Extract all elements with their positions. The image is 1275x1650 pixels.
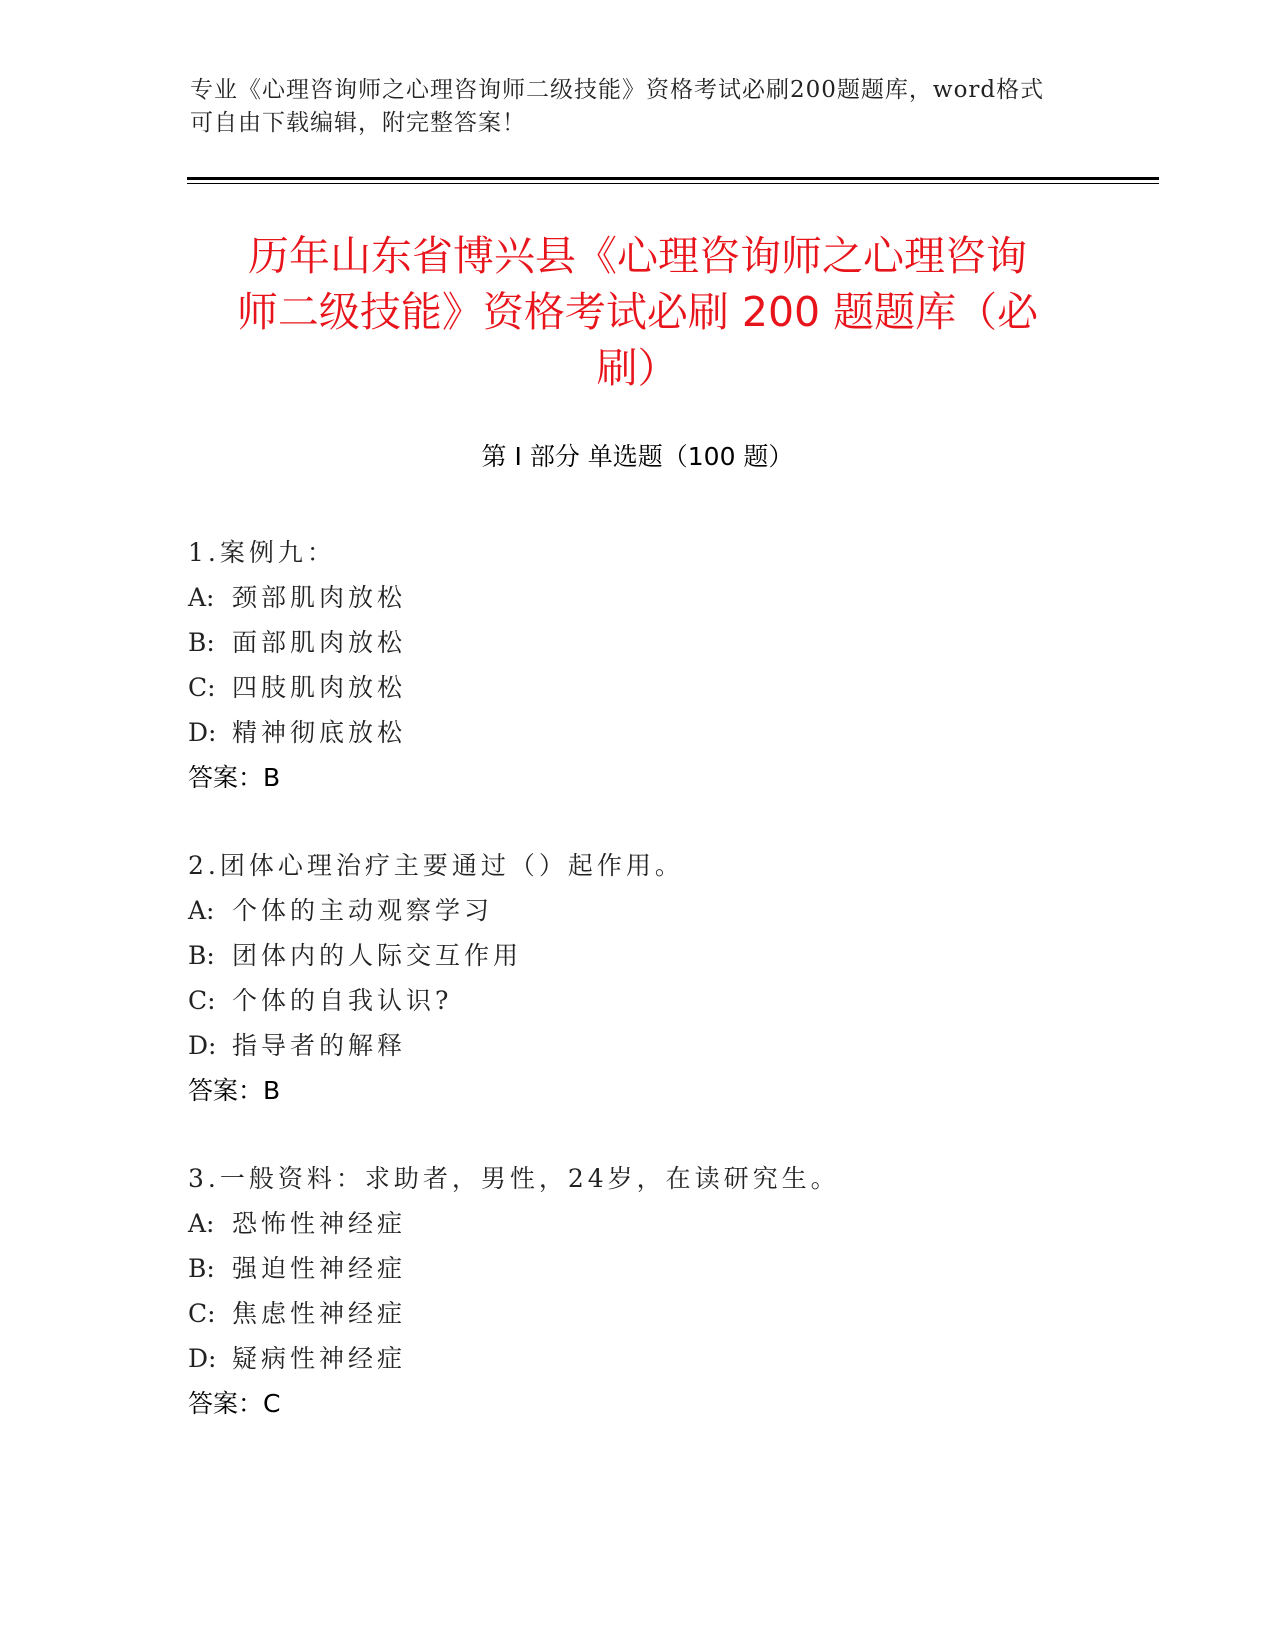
header-rule-thin [187, 183, 1159, 184]
option-letter: A: [188, 896, 215, 925]
header-rule-thick [187, 177, 1159, 180]
option-letter: D: [188, 1344, 217, 1373]
title-line-1: 历年山东省博兴县《心理咨询师之心理咨询 [248, 232, 1027, 280]
question-1 [188, 530, 1088, 800]
section-heading: 第 I 部分 单选题（100 题） [481, 442, 794, 471]
option-letter: A: [188, 583, 215, 612]
option-c [188, 665, 1088, 710]
option-b [188, 620, 1088, 665]
answer-line: 答案：C [188, 1389, 281, 1418]
option-text: 恐怖性神经症 [232, 1209, 407, 1238]
question-list [188, 530, 1088, 1469]
option-text: 指导者的解释 [232, 1031, 407, 1060]
option-text: 个体的主动观察学习 [232, 896, 494, 925]
option-letter: A: [188, 1209, 215, 1238]
intro-line-1: 专业《心理咨询师之心理咨询师二级技能》资格考试必刷200题题库，word格式 [190, 77, 1045, 103]
question-3 [188, 1156, 1088, 1426]
option-letter: C: [188, 1299, 216, 1328]
option-d [188, 710, 1088, 755]
title-line-3: 刷） [596, 344, 679, 392]
answer-line: 答案：B [188, 763, 281, 792]
option-letter: B: [188, 628, 215, 657]
intro-text [190, 74, 1090, 140]
option-a [188, 1201, 1088, 1246]
option-d [188, 1023, 1088, 1068]
option-c [188, 1291, 1088, 1336]
option-text: 颈部肌肉放松 [232, 583, 407, 612]
option-text: 四肢肌肉放松 [232, 673, 407, 702]
option-b [188, 1246, 1088, 1291]
title-line-2: 师二级技能》资格考试必刷 200 题题库（必 [236, 288, 1039, 336]
answer-line: 答案：B [188, 1076, 281, 1105]
option-letter: B: [188, 941, 215, 970]
question-2 [188, 843, 1088, 1113]
option-text: 个体的自我认识? [232, 986, 453, 1015]
document-title [190, 228, 1085, 396]
option-d [188, 1336, 1088, 1381]
question-stem: 2.团体心理治疗主要通过（）起作用。 [188, 851, 684, 880]
option-text: 强迫性神经症 [232, 1254, 407, 1283]
option-text: 团体内的人际交互作用 [232, 941, 523, 970]
option-text: 疑病性神经症 [232, 1344, 407, 1373]
option-text: 面部肌肉放松 [232, 628, 407, 657]
option-c [188, 978, 1088, 1023]
option-letter: C: [188, 673, 216, 702]
option-text: 精神彻底放松 [232, 718, 407, 747]
option-letter: D: [188, 1031, 217, 1060]
option-a [188, 888, 1088, 933]
option-letter: B: [188, 1254, 215, 1283]
intro-line-2: 可自由下载编辑，附完整答案！ [190, 110, 526, 136]
option-text: 焦虑性神经症 [232, 1299, 407, 1328]
option-a [188, 575, 1088, 620]
option-letter: D: [188, 718, 217, 747]
option-b [188, 933, 1088, 978]
question-stem: 3.一般资料：求助者，男性，24岁，在读研究生。 [188, 1164, 840, 1193]
question-stem: 1.案例九： [188, 538, 336, 567]
option-letter: C: [188, 986, 216, 1015]
